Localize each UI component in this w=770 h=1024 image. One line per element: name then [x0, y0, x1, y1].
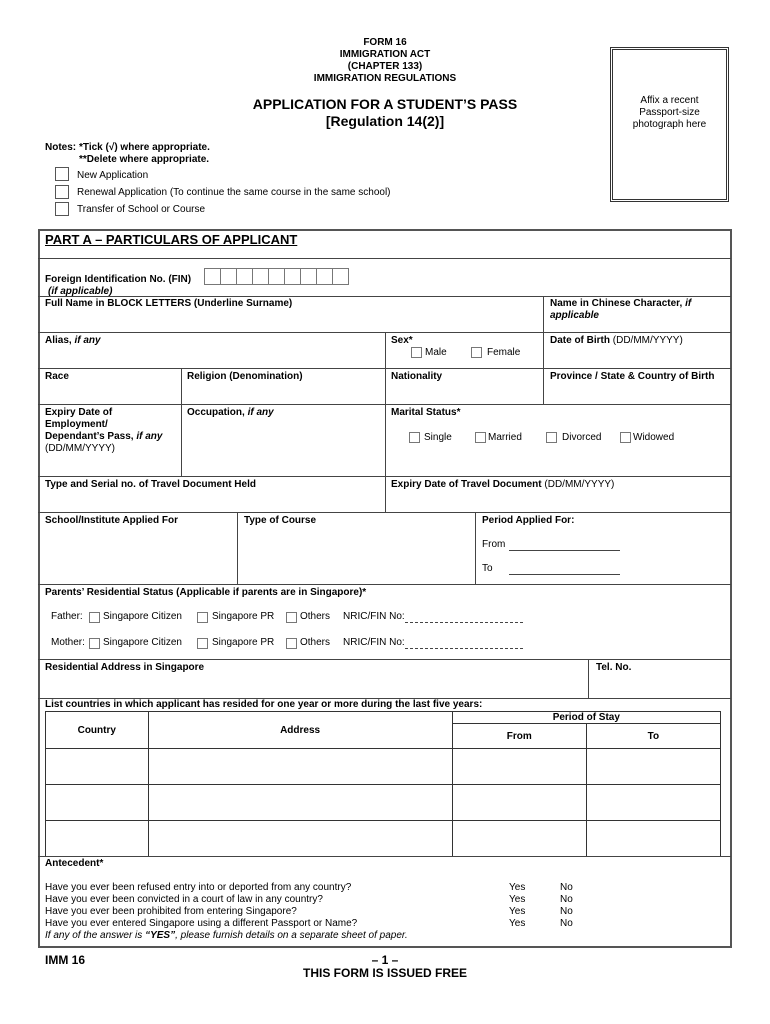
divider — [385, 476, 386, 512]
answer-no-3[interactable]: No — [560, 906, 573, 917]
chapter: (CHAPTER 133) — [347, 61, 423, 72]
father-citizen-label: Singapore Citizen — [103, 611, 182, 622]
table-row — [46, 821, 721, 857]
tel-label: Tel. No. — [596, 662, 632, 673]
answer-no-2[interactable]: No — [560, 894, 573, 905]
occupation-label: Occupation, if any — [187, 407, 274, 418]
checkbox-divorced[interactable] — [546, 432, 557, 444]
frame-bottom — [38, 946, 732, 948]
cell-country[interactable] — [46, 821, 149, 857]
part-a-heading: PART A – PARTICULARS OF APPLICANT — [45, 232, 298, 247]
page-title: APPLICATION FOR A STUDENT’S PASS — [252, 96, 518, 112]
widowed-label: Widowed — [633, 432, 675, 443]
mother-nric-label: NRIC/FIN No: — [343, 637, 405, 648]
mother-pr-label: Singapore PR — [212, 637, 275, 648]
col-country: Country — [46, 712, 149, 749]
expiry-pass-label-3: Dependant’s Pass, if any — [45, 431, 163, 442]
photo-box — [610, 47, 729, 202]
notes-delete: **Delete where appropriate. — [79, 154, 210, 165]
father-others-label: Others — [300, 611, 331, 622]
fin-note: (if applicable) — [48, 286, 113, 297]
race-label: Race — [45, 371, 69, 382]
sex-label: Sex* — [391, 335, 413, 346]
col-address: Address — [148, 712, 452, 749]
period-from-label: From — [482, 539, 506, 550]
divider — [38, 659, 731, 660]
countries-heading: List countries in which applicant has resided for one year or more during the last five years: — [45, 699, 483, 710]
period-from-field[interactable] — [509, 539, 620, 551]
notes-label: Notes: — [45, 142, 77, 153]
answer-yes-2[interactable]: Yes — [509, 894, 526, 905]
divorced-label: Divorced — [562, 432, 602, 443]
page-number: – 1 – — [371, 953, 399, 967]
expiry-pass-label-1: Expiry Date of — [45, 407, 113, 418]
fin-label: Foreign Identification No. (FIN) — [45, 274, 192, 285]
married-label: Married — [488, 432, 522, 443]
form-number: FORM 16 — [363, 37, 407, 48]
mother-others-label: Others — [300, 637, 331, 648]
checkbox-married[interactable] — [475, 432, 486, 444]
divider — [588, 659, 589, 698]
divider — [38, 404, 731, 405]
course-label: Type of Course — [244, 515, 317, 526]
divider — [38, 856, 731, 857]
transfer-label: Transfer of School or Course — [77, 204, 206, 215]
divider — [543, 368, 544, 404]
act-name: IMMIGRATION ACT — [339, 49, 431, 60]
checkbox-father-citizen[interactable] — [89, 612, 100, 624]
divider — [181, 368, 182, 476]
cell-address[interactable] — [148, 821, 452, 857]
expiry-pass-label-2: Employment/ — [45, 419, 108, 430]
answer-yes-3[interactable]: Yes — [509, 906, 526, 917]
chinese-name-note: applicable — [550, 310, 599, 321]
table-row — [46, 785, 721, 821]
frame-right — [730, 229, 732, 947]
male-label: Male — [425, 347, 447, 358]
answer-yes-1[interactable]: Yes — [509, 882, 526, 893]
col-period: Period of Stay — [452, 712, 720, 724]
question-2: Have you ever been convicted in a court of law in any country? — [45, 894, 323, 905]
cell-from[interactable] — [452, 821, 586, 857]
cell-to[interactable] — [586, 821, 720, 857]
divider — [475, 512, 476, 584]
full-name-field[interactable] — [40, 310, 540, 330]
father-pr-label: Singapore PR — [212, 611, 275, 622]
checkbox-mother-others[interactable] — [286, 638, 297, 650]
yes-note: If any of the answer is “YES”, please furnish details on a separate sheet of paper. — [45, 930, 408, 941]
question-1: Have you ever been refused entry into or deported from any country? — [45, 882, 352, 893]
alias-label: Alias, if any — [45, 335, 101, 346]
fin-input[interactable] — [204, 268, 348, 285]
father-label: Father: — [51, 611, 83, 622]
mother-nric-field[interactable] — [405, 638, 523, 649]
checkbox-female[interactable] — [471, 347, 482, 359]
father-nric-field[interactable] — [405, 612, 523, 623]
religion-label: Religion (Denomination) — [187, 371, 303, 382]
frame-left — [38, 229, 40, 947]
antecedent-label: Antecedent* — [45, 858, 104, 869]
answer-no-4[interactable]: No — [560, 918, 573, 929]
divider — [385, 332, 386, 368]
checkbox-renewal-application[interactable] — [55, 185, 69, 200]
question-4: Have you ever entered Singapore using a different Passport or Name? — [45, 918, 358, 929]
cell-country[interactable] — [46, 749, 149, 785]
photo-text-1: Affix a recent — [640, 95, 699, 106]
checkbox-new-application[interactable] — [55, 167, 69, 182]
divider — [38, 258, 731, 259]
checkbox-transfer[interactable] — [55, 202, 69, 217]
cell-to[interactable] — [586, 749, 720, 785]
full-name-label: Full Name in BLOCK LETTERS (Underline Surname) — [45, 298, 293, 309]
school-label: School/Institute Applied For — [45, 515, 178, 526]
new-application-label: New Application — [77, 170, 149, 181]
renewal-application-label: Renewal Application (To continue the same course in the same school) — [77, 187, 391, 198]
checkbox-widowed[interactable] — [620, 432, 631, 444]
col-from: From — [452, 724, 586, 749]
form-code: IMM 16 — [45, 953, 86, 967]
answer-no-1[interactable]: No — [560, 882, 573, 893]
checkbox-male[interactable] — [411, 347, 422, 359]
table-row — [46, 749, 721, 785]
cell-country[interactable] — [46, 785, 149, 821]
period-to-field[interactable] — [509, 563, 620, 575]
question-3: Have you ever been prohibited from entering Singapore? — [45, 906, 297, 917]
checkbox-mother-pr[interactable] — [197, 638, 208, 650]
female-label: Female — [487, 347, 521, 358]
nationality-label: Nationality — [391, 371, 443, 382]
mother-label: Mother: — [51, 637, 85, 648]
cell-from[interactable] — [452, 785, 586, 821]
address-label: Residential Address in Singapore — [45, 662, 205, 673]
divider — [543, 296, 544, 332]
divider — [38, 584, 731, 585]
divider — [38, 512, 731, 513]
chinese-name-label: Name in Chinese Character, if — [550, 298, 692, 309]
checkbox-father-others[interactable] — [286, 612, 297, 624]
cell-to[interactable] — [586, 785, 720, 821]
period-to-label: To — [482, 563, 493, 574]
regulation-ref: [Regulation 14(2)] — [325, 113, 445, 129]
cell-address[interactable] — [148, 785, 452, 821]
checkbox-mother-citizen[interactable] — [89, 638, 100, 650]
answer-yes-4[interactable]: Yes — [509, 918, 526, 929]
single-label: Single — [424, 432, 452, 443]
checkbox-father-pr[interactable] — [197, 612, 208, 624]
regulations: IMMIGRATION REGULATIONS — [313, 73, 457, 84]
cell-address[interactable] — [148, 749, 452, 785]
divider — [543, 332, 544, 368]
travel-expiry-label: Expiry Date of Travel Document (DD/MM/YYYY) — [391, 479, 615, 490]
col-to: To — [586, 724, 720, 749]
travel-doc-label: Type and Serial no. of Travel Document Held — [45, 479, 256, 490]
issued-free-note: THIS FORM IS ISSUED FREE — [302, 966, 467, 980]
birth-place-label: Province / State & Country of Birth — [550, 371, 715, 382]
photo-text-2: Passport-size — [639, 107, 700, 118]
parents-heading: Parents’ Residential Status (Applicable if parents are in Singapore)* — [45, 587, 367, 598]
dob-label: Date of Birth (DD/MM/YYYY) — [550, 335, 683, 346]
photo-text-3: photograph here — [632, 119, 707, 130]
checkbox-single[interactable] — [409, 432, 420, 444]
cell-from[interactable] — [452, 749, 586, 785]
marital-status-label: Marital Status* — [391, 407, 461, 418]
period-label: Period Applied For: — [482, 515, 575, 526]
frame-top — [38, 229, 731, 231]
residence-table — [45, 711, 721, 857]
divider — [237, 512, 238, 584]
expiry-pass-format: (DD/MM/YYYY) — [45, 443, 115, 454]
divider — [38, 296, 731, 297]
father-nric-label: NRIC/FIN No: — [343, 611, 405, 622]
notes-tick: *Tick (√) where appropriate. — [79, 142, 210, 153]
mother-citizen-label: Singapore Citizen — [103, 637, 182, 648]
divider — [385, 368, 386, 476]
